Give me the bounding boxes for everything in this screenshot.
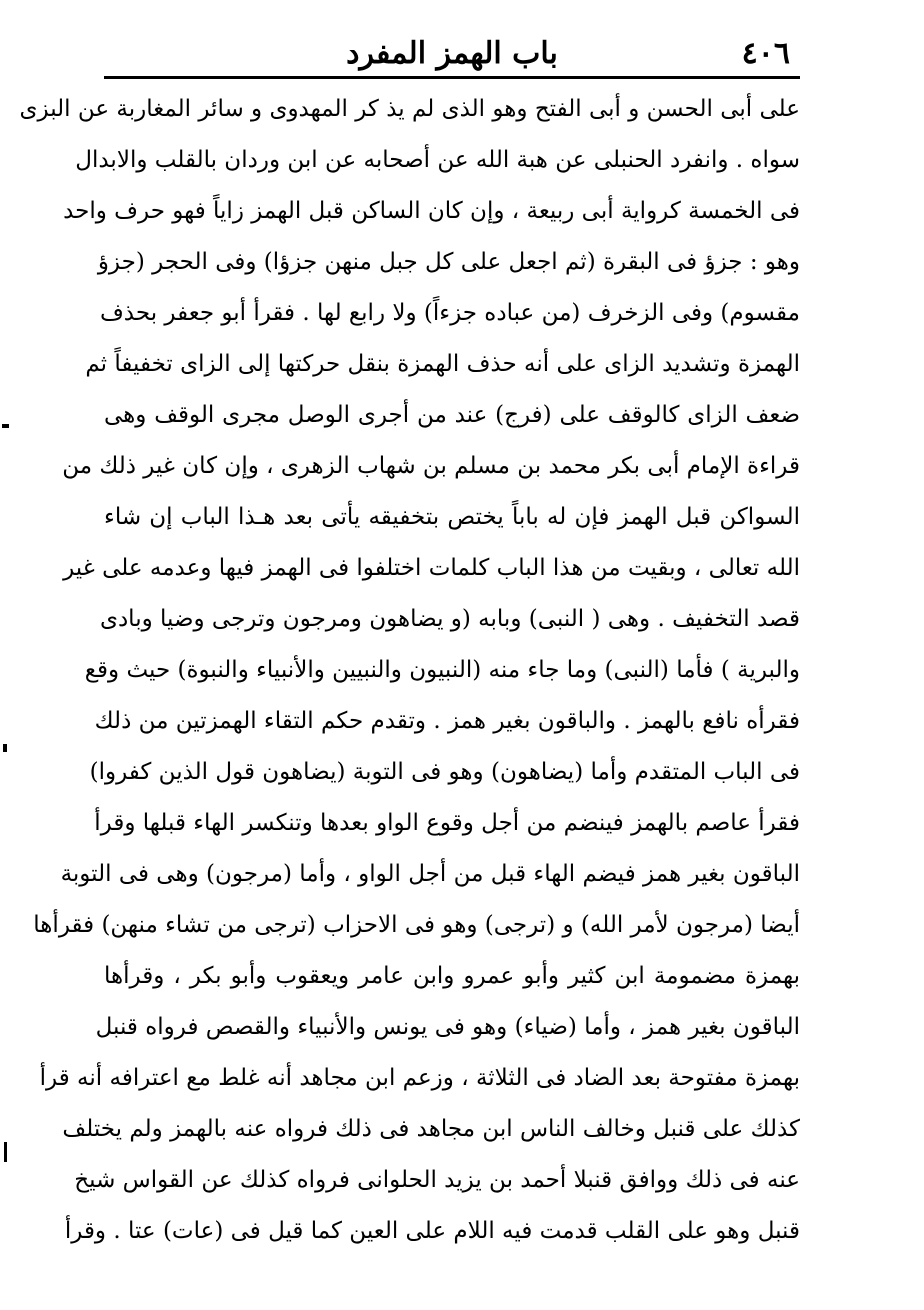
text-line: الله تعالى ، وبقيت من هذا الباب كلمات اختلفوا فى الهمز فيها وعدمه على غير: [63, 555, 800, 581]
body-text: [19, 84, 800, 1257]
header-rule: [104, 76, 800, 79]
margin-mark: [3, 744, 7, 752]
text-line: ضعف الزاى كالوقف على (فرج) عند من أجرى الوصل مجرى الوقف وهى: [104, 402, 800, 428]
text-line: الهمزة وتشديد الزاى على أنه حذف الهمزة بنقل حركتها إلى الزاى تخفيفاً ثم: [85, 351, 800, 377]
page-number: ٤٠٦: [741, 36, 790, 71]
text-line: فى الباب المتقدم وأما (يضاهون) وهو فى التوبة (يضاهون قول الذين كفروا): [89, 759, 800, 785]
text-line: قصد التخفيف . وهى ( النبى) وبابه (و يضاهون ومرجون وترجى وضيا وبادى: [99, 606, 800, 632]
text-line: السواكن قبل الهمز فإن له باباً يختص بتخفيقه يأتى بعد هـذا الباب إن شاء: [104, 504, 800, 530]
page-header: [104, 28, 800, 76]
text-line: قراءة الإمام أبى بكر محمد بن مسلم بن شهاب الزهرى ، وإن كان غير ذلك من: [62, 453, 800, 479]
text-line: فقرأ عاصم بالهمز فينضم من أجل وقوع الواو بعدها وتنكسر الهاء قبلها وقرأ: [94, 810, 800, 836]
text-line: كذلك على قنبل وخالف الناس ابن مجاهد فى ذلك فرواه عنه بالهمز ولم يختلف: [62, 1116, 800, 1142]
running-title: باب الهمز المفرد: [346, 36, 558, 71]
margin-mark: [2, 424, 9, 428]
text-line: والبرية ) فأما (النبى) وما جاء منه (النبيون والنبيين والأنبياء والنبوة) حيث وقع: [84, 657, 800, 683]
text-line: الباقون بغير همز فيضم الهاء قبل من أجل الواو ، وأما (مرجون) وهى فى التوبة: [60, 861, 800, 887]
text-line: على أبى الحسن و أبى الفتح وهو الذى لم يذ كر المهدوى و سائر المغاربة عن البزى: [19, 96, 800, 122]
text-line: أيضا (مرجون لأمر الله) و (ترجى) وهو فى الاحزاب (ترجى من تشاء منهن) فقرأها: [33, 912, 800, 938]
text-line: عنه فى ذلك ووافق قنبلا أحمد بن يزيد الحلوانى فرواه كذلك عن القواس شيخ: [74, 1167, 800, 1193]
text-line: مقسوم) وفى الزخرف (من عباده جزءاً) ولا رابع لها . فقرأ أبو جعفر بحذف: [99, 300, 800, 326]
text-line: بهمزة مضمومة ابن كثير وأبو عمرو وابن عامر ويعقوب وأبو بكر ، وقرأها: [104, 963, 800, 989]
margin-mark: [4, 1142, 7, 1162]
text-line: بهمزة مفتوحة بعد الضاد فى الثلاثة ، وزعم ابن مجاهد أنه غلط مع اعترافه أنه قرأ: [39, 1065, 800, 1091]
text-line: الباقون بغير همز ، وأما (ضياء) وهو فى يونس والأنبياء والقصص فرواه قنبل: [95, 1014, 800, 1040]
text-line: سواه . وانفرد الحنبلى عن هبة الله عن أصحابه عن ابن وردان بالقلب والابدال: [75, 147, 800, 173]
text-line: قنبل وهو على القلب قدمت فيه اللام على العين كما قيل فى (عات) عتا . وقرأ: [64, 1218, 800, 1244]
text-line: فى الخمسة كرواية أبى ربيعة ، وإن كان الساكن قبل الهمز زاياً فهو حرف واحد: [63, 198, 800, 224]
text-line: وهو : جزؤ فى البقرة (ثم اجعل على كل جبل منهن جزؤا) وفى الحجر (جزؤ: [97, 249, 800, 275]
text-line: فقرأه نافع بالهمز . والباقون بغير همز . وتقدم حكم التقاء الهمزتين من ذلك: [94, 708, 800, 734]
